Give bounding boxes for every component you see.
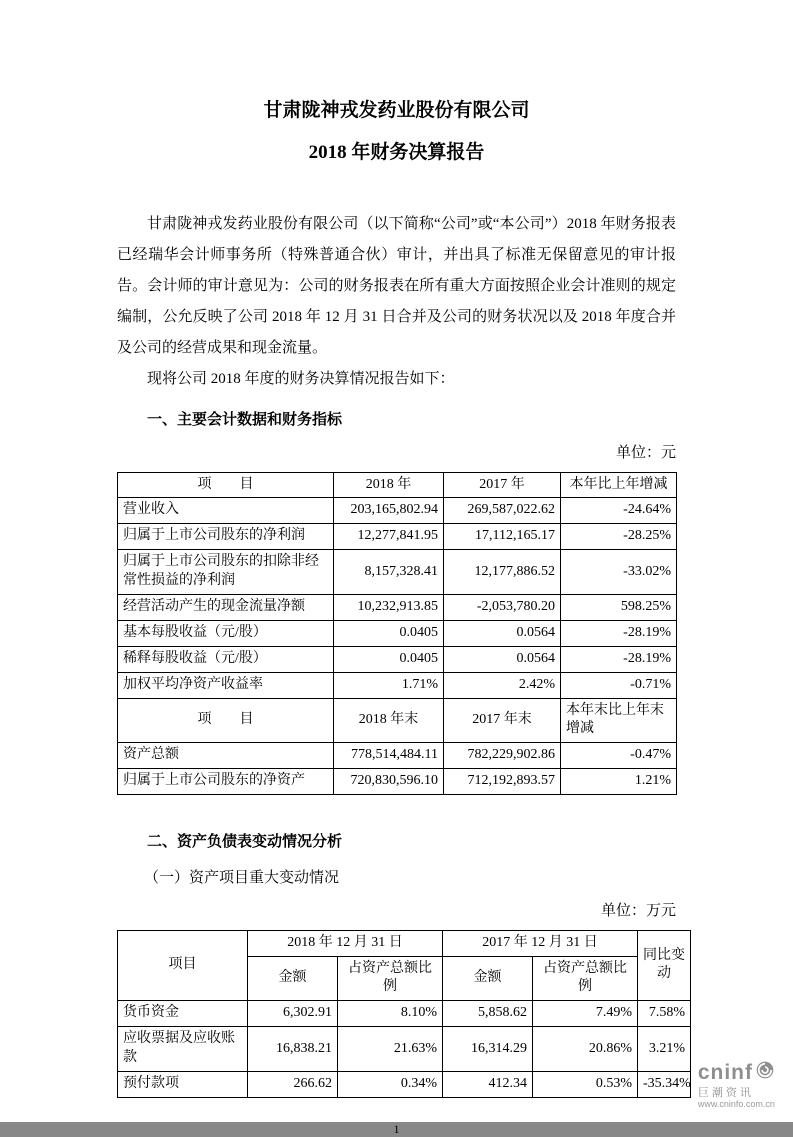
table-row	[118, 550, 677, 595]
value-cell: 782,229,902.86	[444, 743, 561, 769]
table-header-cell: 占资产总额比例	[338, 956, 443, 1001]
value-cell: 6,302.91	[248, 1001, 338, 1027]
row-label-cell: 归属于上市公司股东的扣除非经常性损益的净利润	[118, 550, 334, 595]
value-cell: 5,858.62	[443, 1001, 533, 1027]
section1-heading: 一、主要会计数据和财务指标	[147, 412, 343, 429]
table-header-cell: 2017 年	[444, 472, 561, 498]
value-cell: 12,177,886.52	[444, 550, 561, 595]
section2-heading: 二、资产负债表变动情况分析	[147, 834, 343, 851]
table-header-cell: 占资产总额比例	[533, 956, 638, 1001]
table-header-cell: 2018 年	[334, 472, 444, 498]
table-header-cell: 项目	[118, 930, 248, 1001]
value-cell: 21.63%	[338, 1027, 443, 1072]
table-row	[118, 620, 677, 646]
value-cell: -24.64%	[561, 498, 677, 524]
table-header-cell: 本年比上年增减	[561, 472, 677, 498]
value-cell: 1.21%	[561, 769, 677, 795]
value-cell: 0.0405	[334, 646, 444, 672]
row-label-cell: 经营活动产生的现金流量净额	[118, 595, 334, 621]
table2-unit-label: 单位：万元	[600, 903, 676, 920]
table-header-cell: 金额	[443, 956, 533, 1001]
value-cell: 0.53%	[533, 1071, 638, 1097]
value-cell: -0.47%	[561, 743, 677, 769]
table-header-row	[118, 472, 677, 498]
value-cell: 7.49%	[533, 1001, 638, 1027]
value-cell: -35.34%	[638, 1071, 691, 1097]
value-cell: 0.0564	[444, 646, 561, 672]
table-header-row	[118, 930, 691, 956]
value-cell: 16,838.21	[248, 1027, 338, 1072]
value-cell: -28.19%	[561, 646, 677, 672]
table-row	[118, 769, 677, 795]
value-cell: -28.25%	[561, 524, 677, 550]
table-row	[118, 524, 677, 550]
table-row	[118, 498, 677, 524]
value-cell: 0.0405	[334, 620, 444, 646]
leadin-paragraph: 现将公司 2018 年度的财务决算情况报告如下：	[147, 371, 455, 388]
value-cell: 2.42%	[444, 672, 561, 698]
row-label-cell: 应收票据及应收账款	[118, 1027, 248, 1072]
cninfo-swirl-icon	[755, 1060, 775, 1085]
value-cell: 0.0564	[444, 620, 561, 646]
table-row	[118, 1071, 691, 1097]
table-row	[118, 646, 677, 672]
value-cell: 269,587,022.62	[444, 498, 561, 524]
value-cell: -28.19%	[561, 620, 677, 646]
cninfo-logo-text: cninf	[697, 1061, 753, 1085]
table1-unit-label: 单位：元	[615, 445, 676, 462]
document-subtitle: 2018 年财务决算报告	[308, 142, 485, 164]
section2-subheading: （一）资产项目重大变动情况	[144, 870, 340, 887]
value-cell: 778,514,484.11	[334, 743, 444, 769]
value-cell: 1.71%	[334, 672, 444, 698]
value-cell: 203,165,802.94	[334, 498, 444, 524]
table-row	[118, 1001, 691, 1027]
value-cell: 712,192,893.57	[444, 769, 561, 795]
table-header-cell: 金额	[248, 956, 338, 1001]
value-cell: 16,314.29	[443, 1027, 533, 1072]
row-label-cell: 稀释每股收益（元/股）	[118, 646, 334, 672]
intro-paragraph: 甘肃陇神戎发药业股份有限公司（以下简称“公司”或“本公司”）2018 年财务报表已经瑞华会计师事务所（特殊普通合伙）审计，并出具了标准无保留意见的审计报告。会计师的审计意见为：公司的财务报表在所有重大方面按照企业会计准则的规定编制，公允反映了公司 2018 年 12 月 31 日合并及公司的财务状况以及 2018 年度合并及公司的经营成果和现金流量。	[117, 215, 676, 356]
value-cell: 412.34	[443, 1071, 533, 1097]
cninfo-brand-url: www.cninfo.com.cn	[697, 1099, 775, 1110]
row-label-cell: 加权平均净资产收益率	[118, 672, 334, 698]
row-label-cell: 归属于上市公司股东的净资产	[118, 769, 334, 795]
row-label-cell: 货币资金	[118, 1001, 248, 1027]
value-cell: 3.21%	[638, 1027, 691, 1072]
value-cell: 598.25%	[561, 595, 677, 621]
table-header-cell: 2018 年末	[334, 698, 444, 743]
value-cell: 20.86%	[533, 1027, 638, 1072]
table-header-cell: 本年末比上年末增减	[561, 698, 677, 743]
row-label-cell: 资产总额	[118, 743, 334, 769]
cninfo-brand-name: 巨潮资讯	[697, 1087, 754, 1100]
table-row	[118, 743, 677, 769]
value-cell: 8.10%	[338, 1001, 443, 1027]
value-cell: -33.02%	[561, 550, 677, 595]
value-cell: 10,232,913.85	[334, 595, 444, 621]
table-row	[118, 1027, 691, 1072]
value-cell: 266.62	[248, 1071, 338, 1097]
key-financials-table	[117, 472, 677, 796]
table-header-cell: 同比变动	[638, 930, 691, 1001]
table-header-cell: 2017 年末	[444, 698, 561, 743]
value-cell: -2,053,780.20	[444, 595, 561, 621]
table-header-cell: 2018 年 12 月 31 日	[248, 930, 443, 956]
table-row	[118, 672, 677, 698]
value-cell: 8,157,328.41	[334, 550, 444, 595]
value-cell: 12,277,841.95	[334, 524, 444, 550]
cninfo-logo-row	[698, 1060, 775, 1085]
table-header-cell: 项 目	[118, 472, 334, 498]
document-title: 甘肃陇神戎发药业股份有限公司	[263, 100, 530, 121]
table-row	[118, 595, 677, 621]
asset-changes-table	[117, 930, 691, 1098]
cninfo-watermark	[698, 1060, 775, 1110]
table-header-cell: 2017 年 12 月 31 日	[443, 930, 638, 956]
table-header-row	[118, 698, 677, 743]
row-label-cell: 预付款项	[118, 1071, 248, 1097]
row-label-cell: 营业收入	[118, 498, 334, 524]
table-header-cell: 项 目	[118, 698, 334, 743]
page-number: 1	[393, 1121, 400, 1136]
row-label-cell: 归属于上市公司股东的净利润	[118, 524, 334, 550]
value-cell: 0.34%	[338, 1071, 443, 1097]
value-cell: 720,830,596.10	[334, 769, 444, 795]
value-cell: 17,112,165.17	[444, 524, 561, 550]
value-cell: 7.58%	[638, 1001, 691, 1027]
value-cell: -0.71%	[561, 672, 677, 698]
row-label-cell: 基本每股收益（元/股）	[118, 620, 334, 646]
